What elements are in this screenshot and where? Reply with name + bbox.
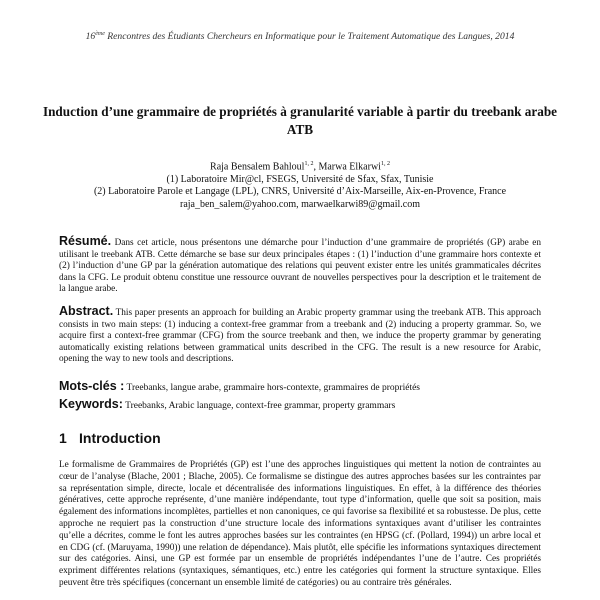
header-text: Rencontres des Étudiants Chercheurs en Informatique pour le Traitement Automatique des Langues, 2014 — [104, 31, 515, 43]
author-emails: raja_ben_salem@yahoo.com, marwaelkarwi89@gmail.com — [179, 198, 420, 210]
affiliation-1: (1) Laboratoire Mir@cl, FSEGS, Université de Sfax, Sfax, Tunisie — [166, 173, 434, 185]
author-1: Raja Bensalem Bahloul — [210, 161, 305, 173]
keywords-fr — [59, 379, 549, 393]
keywords-fr-text: Treebanks, langue arabe, grammaire hors-contexte, grammaires de propriétés — [124, 383, 421, 393]
keywords-en — [59, 397, 549, 411]
paper-title: Induction d’une grammaire de propriétés à granularité variable à partir du treebank arabe ATB — [42, 104, 558, 137]
author-2: Marwa Elkarwi — [318, 161, 381, 173]
author-separator: , — [313, 161, 319, 173]
keywords-fr-heading: Mots-clés : — [59, 379, 125, 393]
affiliation-2: (2) Laboratoire Parole et Langage (LPL), CNRS, Université d’Aix-Marseille, Aix-en-Provence, France — [93, 186, 507, 198]
resume-heading: Résumé. — [59, 234, 112, 248]
abstract-heading: Abstract. — [59, 304, 114, 318]
header-ordinal: 16 — [85, 31, 96, 43]
author-1-affil: 1, 2 — [304, 161, 314, 167]
section-number: 1 — [59, 430, 67, 446]
author-2-affil: 1, 2 — [380, 161, 390, 167]
keywords-en-text: Treebanks, Arabic language, context-free grammar, property grammars — [122, 401, 396, 411]
abstract-block — [59, 306, 541, 366]
keywords-en-heading: Keywords: — [59, 397, 123, 411]
section-title: Introduction — [79, 430, 161, 446]
author-block — [30, 158, 570, 211]
resume-text: Dans cet article, nous présentons une démarche pour l’induction d’une grammaire de propriétés (GP) arabe en utilisant le treebank ATB. Cette démarche se base sur deux principales étapes : (1) l’induction d’une grammaire hors contexte et (2) l’induction d’une GP par la génération automatique des relations qui peuvent exister entre les unités grammaticales décrites dans la CFG. Le produit obtenu constitue une ressource ouvrant de nouvelles perspectives pour la description et le traitement de la langue arabe. — [59, 238, 541, 295]
section-heading — [59, 430, 161, 446]
running-header — [0, 31, 600, 42]
abstract-text: This paper presents an approach for building an Arabic property grammar using the treebank ATB. This approach consists in two main steps: (1) inducing a context-free grammar from a treebank and (2) inducing a property grammar. So, we acquire first a context-free grammar (CFG) from the source treebank and then, we induce the property grammar by generating automatically existing relations between grammatical units described in the CFG. The result is a new resource for Arabic, opening the way to new tools and descriptions. — [59, 308, 541, 365]
header-ordinal-sup: ème — [95, 31, 105, 37]
author-line — [30, 158, 570, 174]
intro-paragraph: Le formalisme de Grammaires de Propriétés (GP) est l’une des approches linguistiques qui mettent la notion de contraintes au cœur de l’analyse (Blache, 2001 ; Blache, 2005). Ce formalisme se distingue des autres approches basées sur les contraintes par sa représentation simple, directe, locale et décentralisée des informations linguistiques. En effet, à la différence des théories génératives, cette approche représente, d’une manière indépendante, tout type d’information, quelle que soit sa position, mais également des informations incomplètes, partielles et non canoniques, ce qui favorise sa flexibilité et sa robustesse. De plus, cette approche ne requiert pas la construction d’une structure locale des informations syntaxiques avant d’utiliser les contraintes qu’elle a décrites, comme le font les autres approches basées sur les contraintes (en HPSG (cf. (Pollard, 1994)) un arbre local et en CDG (cf. (Maruyama, 1990)) une relation de dépendance). Mais plutôt, elle spécifie les informations syntaxiques directement sur des catégories. Ainsi, une GP est formée par un ensemble de propriétés indépendantes l’une de l’autre. Ces propriétés expriment différentes relations (syntaxiques, sémantiques, etc.) entre les catégories qui forment la structure syntaxique. Elles peuvent être très spécifiques (concernant un ensemble limité de catégories) ou au contraire très générales. — [59, 460, 541, 588]
resume-block — [59, 236, 541, 296]
